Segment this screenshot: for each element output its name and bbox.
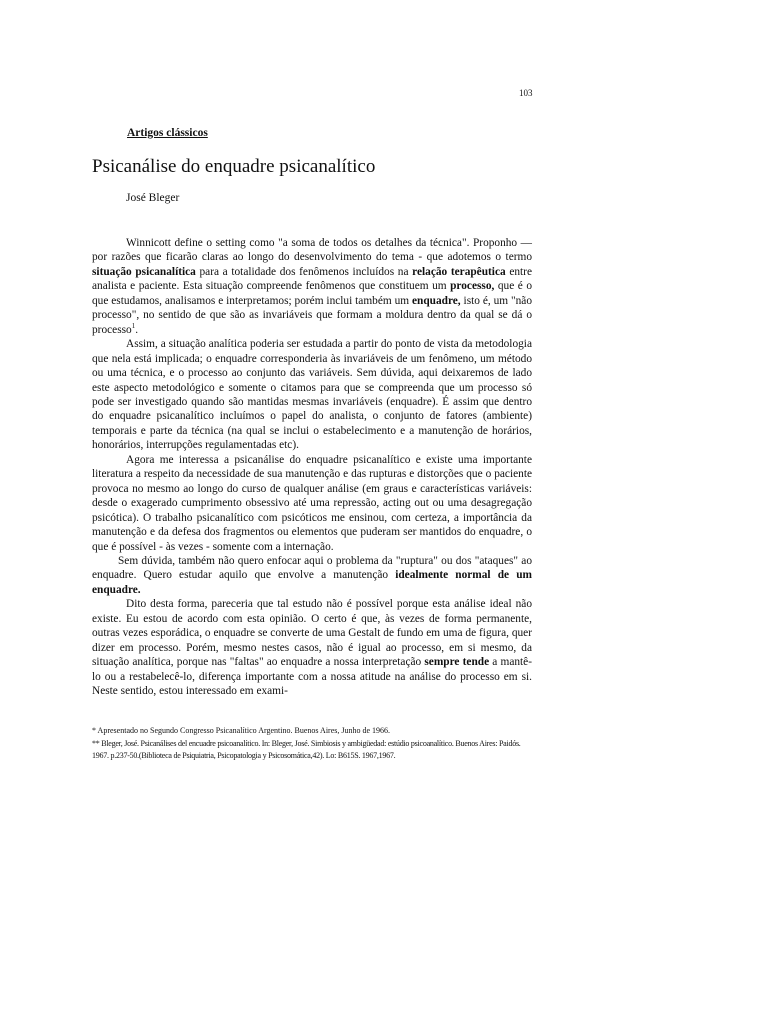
paragraph-2: Assim, a situação analítica poderia ser estudada a partir do ponto de vista da metodologia que nela está implicada; o enquadre corresponderia às invariáveis de um fenômeno, um método ou uma técnica, e o processo ao conjunto das variáveis. Sem dúvida, aqui deixaremos de lado este aspecto metodológico e somente o citamos para que se compreenda que um processo só pode ser investigado quando são mantidas mesmas invariáveis (enquadre). É assim que dentro do enquadre psicanalítico incluímos o papel do analista, o conjunto de fatores (ambiente) temporais e parte da técnica (na qual se inclui o estabelecimento e a manutenção de horários, honorários, interrupções regulamentadas etc). bbox=[92, 338, 532, 452]
paragraph-1-text-c: para a totalidade dos fenômenos incluídos na bbox=[195, 265, 413, 278]
footnote-2: ** Bleger, José. Psicanálises del encuadre psicoanalítico. In: Bleger, José. Simbiosis y ambigüedad: estúdio psicoanalítico. Buenos Aires: Paidós. 1967. p.237-50.(Biblioteca de Psiquiatria, Psicopatologia y Psicosomática,42). Lo: B615S. 1967,1967. bbox=[92, 738, 521, 760]
article-title: Psicanálise do enquadre psicanalítico bbox=[92, 156, 376, 177]
paragraph-5-text-a: Dito desta forma, pareceria que tal estudo não é possível porque esta análise ideal não existe. Eu estou de acordo com esta opinião. O certo é que, às vezes de forma permanente, outras vezes esporádica, o enquadre se converte de uma Gestalt de fundo em uma de figura, quer dizer em processo. Porém, mesmo nestes casos, não é igual ao processo, em si mesmo, da situação analítica, porque nas "faltas" ao enquadre a nossa interpretação bbox=[92, 598, 532, 669]
paragraph-3: Agora me interessa a psicanálise do enquadre psicanalítico e existe uma importante literatura a respeito da necessidade de sua manutenção e das rupturas e distorções que o paciente provoca no mesmo ao longo do curso de qualquer análise (em graus e características variáveis: desde o exagerado cumprimento obsessivo até uma repressão, acting out ou uma desagregação psicótica). O trabalho psicanalítico com psicóticos me ensinou, com certeza, a importância da manutenção e da defesa dos fragmentos ou elementos que puderam ser mantidos do enquadre, o que é possível - às vezes - somente com a internação. bbox=[92, 453, 532, 553]
paragraph-1-text-i: isto é, um "não processo", no sentido de que são as invariáveis que formam a moldura dentro da qual se dá o processo bbox=[92, 294, 533, 336]
paragraph-5-text-c: a mantê-lo ou a restabelecê-lo, diferença importante com a nossa atitude na análise do processo em si. Neste sentido, estou interessado em exami- bbox=[92, 656, 532, 698]
section-label: Artigos clássicos bbox=[127, 127, 208, 139]
footnote-1: * Apresentado no Segundo Congresso Psicanalítico Argentino. Buenos Aires, Junho de 1966. bbox=[92, 726, 391, 735]
term-idealmente-normal: idealmente normal de um enquadre. bbox=[92, 569, 532, 596]
term-situacao-psicanalitica: situação psicanalítica bbox=[92, 265, 196, 278]
paragraph-4-text-a: Sem dúvida, também não quero enfocar aqui o problema da "ruptura" ou dos "ataques" ao enquadre. Quero estudar aquilo que envolve a manutenção bbox=[92, 554, 532, 582]
footnotes bbox=[92, 725, 532, 763]
footnote-ref-1: 1 bbox=[131, 321, 136, 330]
paragraph-1-text-e: entre analista e paciente. Esta situação compreende fenômenos que constituem um bbox=[92, 265, 532, 293]
paragraph-5 bbox=[92, 597, 532, 698]
term-processo: processo, bbox=[450, 280, 495, 293]
paragraph-1 bbox=[92, 236, 532, 337]
term-relacao-terapeutica: relação terapêutica bbox=[412, 265, 506, 278]
paragraph-1-text-j: . bbox=[135, 323, 139, 336]
paragraph-4 bbox=[92, 554, 532, 597]
paragraph-1-text-a: Winnicott define o setting como "a soma de todos os detalhes da técnica". Proponho — por razões que ficarão claras ao longo do desenvolvimento do tema - que adotemos o termo bbox=[92, 237, 532, 264]
page-number: 103 bbox=[519, 88, 533, 98]
paragraph-1-text-g: que é o que estudamos, analisamos e interpretamos; porém inclui também um bbox=[92, 280, 533, 307]
term-sempre-tende: sempre tende bbox=[424, 656, 490, 669]
article-body bbox=[92, 236, 532, 699]
author-name: José Bleger bbox=[126, 192, 180, 204]
term-enquadre: enquadre, bbox=[412, 294, 461, 307]
